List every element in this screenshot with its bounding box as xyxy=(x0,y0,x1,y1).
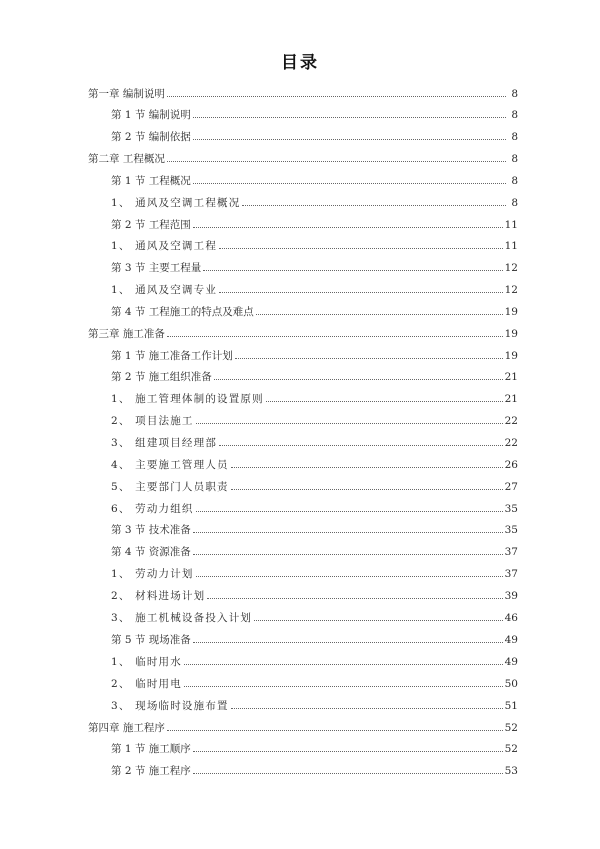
dot-leader xyxy=(167,96,506,97)
toc-entry-page-number: 52 xyxy=(504,722,518,734)
toc-entry-label: 第 2 节 施工组织准备 xyxy=(111,371,212,383)
toc-entry-label: 第 4 节 工程施工的特点及难点 xyxy=(111,306,254,318)
dot-leader xyxy=(254,620,503,621)
toc-entry-page-number: 27 xyxy=(504,481,518,493)
dot-leader xyxy=(193,773,503,774)
toc-entry-page-number: 52 xyxy=(504,743,518,755)
dot-leader xyxy=(167,730,503,731)
dot-leader xyxy=(266,401,503,402)
toc-entry[interactable] xyxy=(111,389,518,405)
toc-entry[interactable] xyxy=(111,280,518,296)
toc-entry[interactable] xyxy=(111,193,518,209)
toc-entry[interactable] xyxy=(111,542,518,558)
toc-entry-page-number: 11 xyxy=(504,219,518,231)
dot-leader xyxy=(231,489,503,490)
dot-leader xyxy=(203,270,502,271)
toc-entry[interactable] xyxy=(88,149,518,165)
toc-entry[interactable] xyxy=(111,520,518,536)
dot-leader xyxy=(193,554,503,555)
toc-entry-page-number: 19 xyxy=(504,306,518,318)
toc-entry[interactable] xyxy=(111,105,518,121)
dot-leader xyxy=(235,358,503,359)
toc-entry-page-number: 53 xyxy=(504,765,518,777)
dot-leader xyxy=(167,336,503,337)
toc-entry[interactable] xyxy=(111,367,518,383)
toc-entry-label: 2、 材料进场计划 xyxy=(111,590,206,602)
toc-entry-label: 6、 劳动力组织 xyxy=(111,503,194,515)
toc-entry-page-number: 26 xyxy=(504,459,518,471)
toc-entry-page-number: 35 xyxy=(504,524,518,536)
toc-entry-page-number: 12 xyxy=(504,284,518,296)
toc-entry-page-number: 35 xyxy=(504,503,518,515)
toc-entry-page-number: 39 xyxy=(504,590,518,602)
toc-entry-label: 第 2 节 编制依据 xyxy=(111,131,191,143)
toc-entry[interactable] xyxy=(111,477,518,493)
toc-entry[interactable] xyxy=(111,674,518,690)
toc-entry-page-number: 8 xyxy=(511,153,518,165)
toc-entry[interactable] xyxy=(111,346,518,362)
toc-entry-page-number: 21 xyxy=(504,393,518,405)
dot-leader xyxy=(196,423,503,424)
toc-entry[interactable] xyxy=(111,171,518,187)
toc-entry-label: 1、 通风及空调工程概况 xyxy=(111,197,241,209)
dot-leader xyxy=(167,161,506,162)
toc-entry-page-number: 8 xyxy=(511,175,518,187)
dot-leader xyxy=(193,751,503,752)
toc-entry-label: 1、 通风及空调专业 xyxy=(111,284,218,296)
toc-entry-page-number: 22 xyxy=(504,415,518,427)
dot-leader xyxy=(219,445,503,446)
toc-entry-page-number: 51 xyxy=(504,700,518,712)
toc-entry-label: 第二章 工程概况 xyxy=(88,153,165,165)
dot-leader xyxy=(193,227,503,228)
toc-entry-page-number: 22 xyxy=(504,437,518,449)
toc-entry-label: 3、 组建项目经理部 xyxy=(111,437,218,449)
toc-entry-page-number: 8 xyxy=(511,131,518,143)
dot-leader xyxy=(196,511,503,512)
toc-entry-label: 第 3 节 技术准备 xyxy=(111,524,191,536)
dot-leader xyxy=(193,532,503,533)
toc-entry-page-number: 12 xyxy=(504,262,518,274)
toc-entry-label: 第 5 节 现场准备 xyxy=(111,634,191,646)
dot-leader xyxy=(196,576,503,577)
toc-entry-label: 第 1 节 施工准备工作计划 xyxy=(111,350,233,362)
dot-leader xyxy=(184,664,503,665)
toc-entry-label: 第 4 节 资源准备 xyxy=(111,546,191,558)
dot-leader xyxy=(242,205,506,206)
toc-entry-page-number: 50 xyxy=(504,678,518,690)
toc-entry[interactable] xyxy=(111,302,518,318)
toc-entry[interactable] xyxy=(111,455,518,471)
toc-entry[interactable] xyxy=(88,718,518,734)
toc-entry-label: 1、 通风及空调工程 xyxy=(111,240,218,252)
toc-entry[interactable] xyxy=(111,652,518,668)
toc-entry-label: 第 1 节 施工顺序 xyxy=(111,743,191,755)
toc-entry-label: 4、 主要施工管理人员 xyxy=(111,459,229,471)
toc-entry-label: 第 1 节 编制说明 xyxy=(111,109,191,121)
toc-entry-label: 2、 项目法施工 xyxy=(111,415,194,427)
toc-entry[interactable] xyxy=(111,608,518,624)
toc-entry[interactable] xyxy=(111,411,518,427)
toc-entry-label: 第 2 节 施工程序 xyxy=(111,765,191,777)
dot-leader xyxy=(231,708,503,709)
toc-entry[interactable] xyxy=(111,696,518,712)
page-title: 目录 xyxy=(281,53,319,73)
toc-entry-label: 第 3 节 主要工程量 xyxy=(111,262,202,274)
toc-entry[interactable] xyxy=(111,630,518,646)
toc-entry-page-number: 49 xyxy=(504,656,518,668)
toc-entry-page-number: 8 xyxy=(511,88,518,100)
dot-leader xyxy=(219,248,503,249)
toc-entry-label: 第四章 施工程序 xyxy=(88,722,165,734)
dot-leader xyxy=(193,117,506,118)
toc-entry[interactable] xyxy=(111,586,518,602)
dot-leader xyxy=(207,598,502,599)
toc-entry[interactable] xyxy=(111,127,518,143)
toc-entry-label: 第 1 节 工程概况 xyxy=(111,175,191,187)
toc-entry-label: 3、 施工机械设备投入计划 xyxy=(111,612,253,624)
toc-entry-page-number: 19 xyxy=(504,328,518,340)
toc-entry[interactable] xyxy=(88,324,518,340)
dot-leader xyxy=(214,379,503,380)
dot-leader xyxy=(193,642,503,643)
toc-entry-page-number: 49 xyxy=(504,634,518,646)
toc-entry-page-number: 8 xyxy=(511,109,518,121)
toc-entry-page-number: 37 xyxy=(504,568,518,580)
toc-entry-page-number: 37 xyxy=(504,546,518,558)
toc-entry-label: 2、 临时用电 xyxy=(111,678,182,690)
dot-leader xyxy=(193,183,506,184)
dot-leader xyxy=(231,467,503,468)
toc-entry[interactable] xyxy=(111,215,518,231)
toc-entry[interactable] xyxy=(111,499,518,515)
toc-entry[interactable] xyxy=(111,739,518,755)
toc-entry-label: 1、 劳动力计划 xyxy=(111,568,194,580)
toc-entry-label: 第 2 节 工程范围 xyxy=(111,219,191,231)
toc-entry-label: 1、 临时用水 xyxy=(111,656,182,668)
toc-entry-label: 第三章 施工准备 xyxy=(88,328,165,340)
toc-entry-page-number: 8 xyxy=(511,197,518,209)
toc-entry[interactable] xyxy=(88,84,518,100)
dot-leader xyxy=(193,139,506,140)
toc-entry[interactable] xyxy=(111,761,518,777)
toc-entry-page-number: 46 xyxy=(504,612,518,624)
toc-entry-label: 5、 主要部门人员职责 xyxy=(111,481,229,493)
dot-leader xyxy=(256,314,503,315)
toc-entry-label: 第一章 编制说明 xyxy=(88,88,165,100)
dot-leader xyxy=(219,292,503,293)
toc-entry-page-number: 11 xyxy=(504,240,518,252)
toc-entry-label: 3、 现场临时设施布置 xyxy=(111,700,229,712)
toc-entry[interactable] xyxy=(111,236,518,252)
toc-entry[interactable] xyxy=(111,564,518,580)
dot-leader xyxy=(184,686,503,687)
toc-entry-label: 1、 施工管理体制的设置原则 xyxy=(111,393,264,405)
toc-entry[interactable] xyxy=(111,433,518,449)
toc-entry[interactable] xyxy=(111,258,518,274)
toc-entry-page-number: 21 xyxy=(504,371,518,383)
toc-entry-page-number: 19 xyxy=(504,350,518,362)
